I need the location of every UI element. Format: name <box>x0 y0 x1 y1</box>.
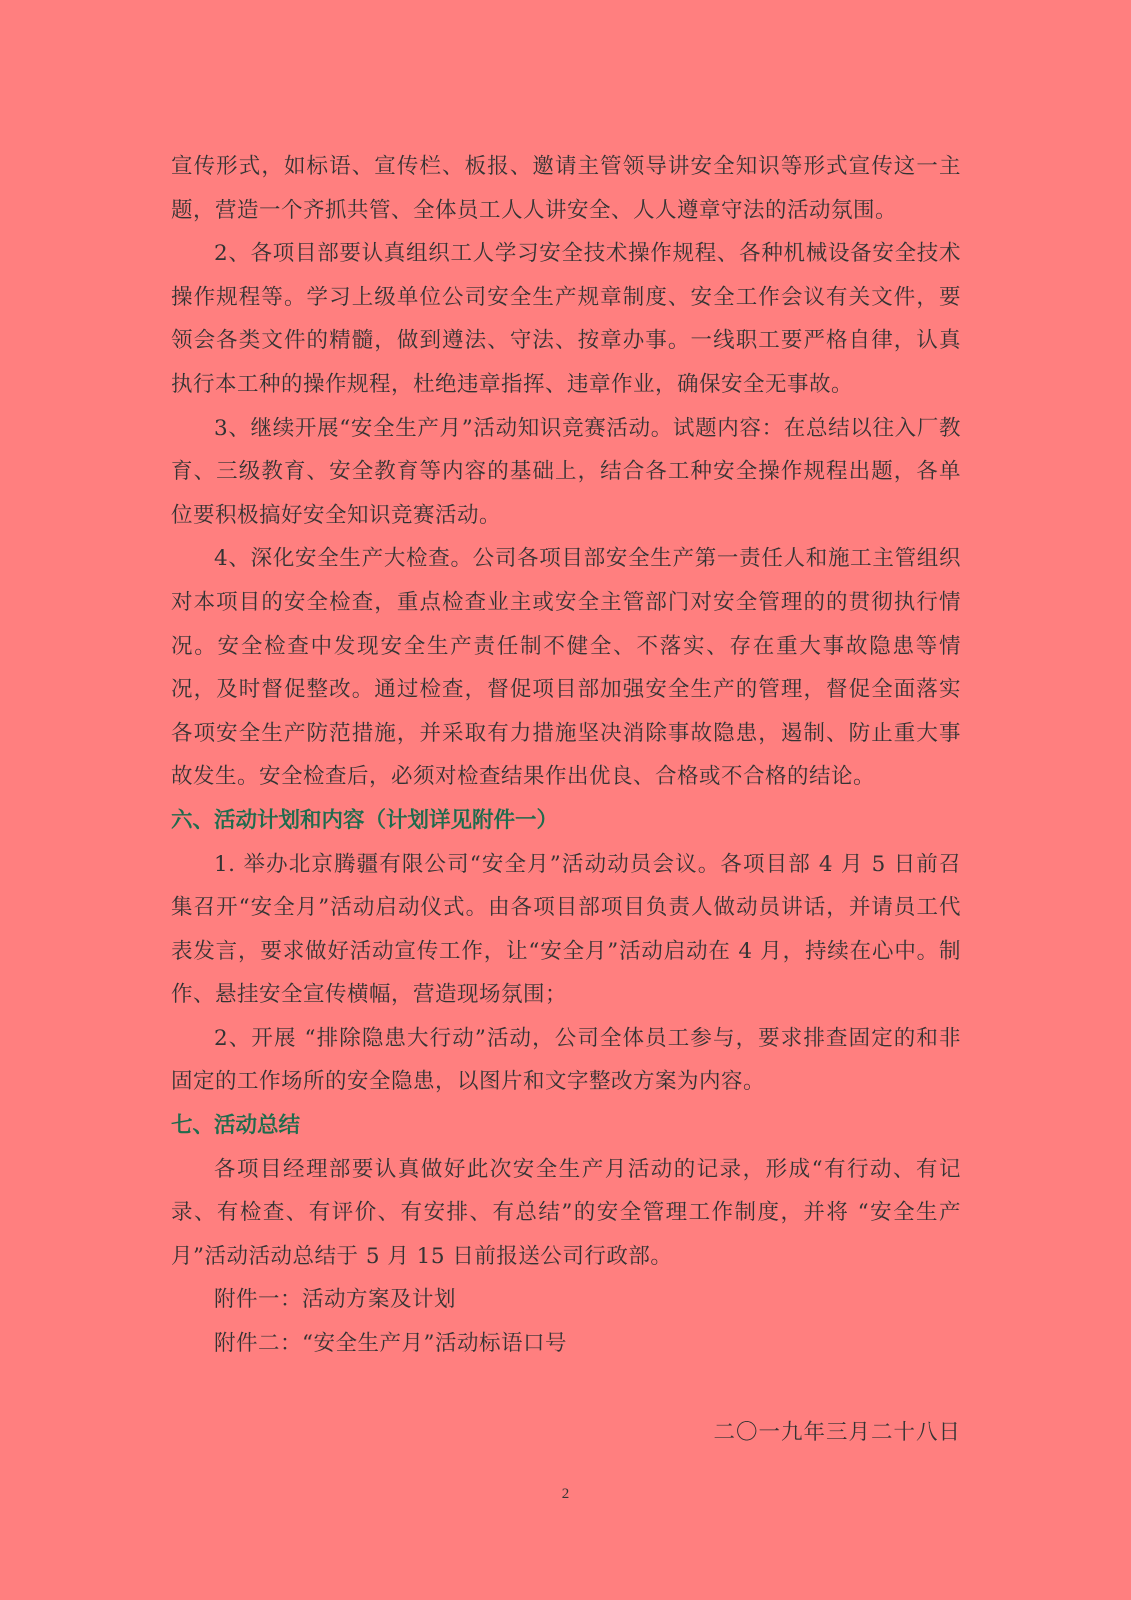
attachment-2: 附件二：“安全生产月”活动标语口号 <box>214 1331 567 1357</box>
paragraph-item-3-quiz: 3、继续开展“安全生产月”活动知识竞赛活动。试题内容：在总结以往入厂教育、三级教育、安全教育等内容的基础上，结合各工种安全操作规程出题，各单位要积极搞好安全知识竞赛活动。 <box>171 415 961 528</box>
paragraph-item-4-inspection: 4、深化安全生产大检查。公司各项目部安全生产第一责任人和施工主管组织对本项目的安全检查，重点检查业主或安全主管部门对安全管理的的贯彻执行情况。安全检查中发现安全生产责任制不健全、不落实、存在重大事故隐患等情况，及时督促整改。通过检查，督促项目部加强安全生产的管理，督促全面落实各项安全生产防范措施，并采取有力措施坚决消除事故隐患，遏制、防止重大事故发生。安全检查后，必须对检查结果作出优良、合格或不合格的结论。 <box>171 546 961 790</box>
paragraph-plan-item-2: 2、开展 “排除隐患大行动”活动，公司全体员工参与，要求排查固定的和非固定的工作场所的安全隐患，以图片和文字整改方案为内容。 <box>171 1025 961 1095</box>
section-heading-6: 六、活动计划和内容（计划详见附件一） <box>171 807 559 833</box>
page-number: 2 <box>561 1486 570 1502</box>
paragraph-summary: 各项目经理部要认真做好此次安全生产月活动的记录，形成“有行动、有记录、有检查、有评价、有安排、有总结”的安全管理工作制度，并将 “安全生产月”活动活动总结于 5 月 15 日前报送公司行政部。 <box>171 1156 961 1269</box>
paragraph-plan-item-1: 1. 举办北京腾疆有限公司“安全月”活动动员会议。各项目部 4 月 5 日前召集召开“安全月”活动启动仪式。由各项目部项目负责人做动员讲话，并请员工代表发言，要求做好活动宣传工作，让“安全月”活动启动在 4 月，持续在心中。制作、悬挂安全宣传横幅，营造现场氛围； <box>171 851 961 1008</box>
document-date: 二〇一九年三月二十八日 <box>713 1420 961 1445</box>
paragraph-propaganda-continued: 宣传形式，如标语、宣传栏、板报、邀请主管领导讲安全知识等形式宣传这一主题，营造一个齐抓共管、全体员工人人讲安全、人人遵章守法的活动氛围。 <box>171 154 961 223</box>
document-body <box>171 145 961 1366</box>
paragraph-item-2-training: 2、各项目部要认真组织工人学习安全技术操作规程、各种机械设备安全技术操作规程等。学习上级单位公司安全生产规章制度、安全工作会议有关文件，要领会各类文件的精髓，做到遵法、守法、按章办事。一线职工要严格自律，认真执行本工种的操作规程，杜绝违章指挥、违章作业，确保安全无事故。 <box>171 241 961 397</box>
attachment-1: 附件一：活动方案及计划 <box>214 1287 457 1313</box>
section-heading-7: 七、活动总结 <box>171 1113 301 1139</box>
